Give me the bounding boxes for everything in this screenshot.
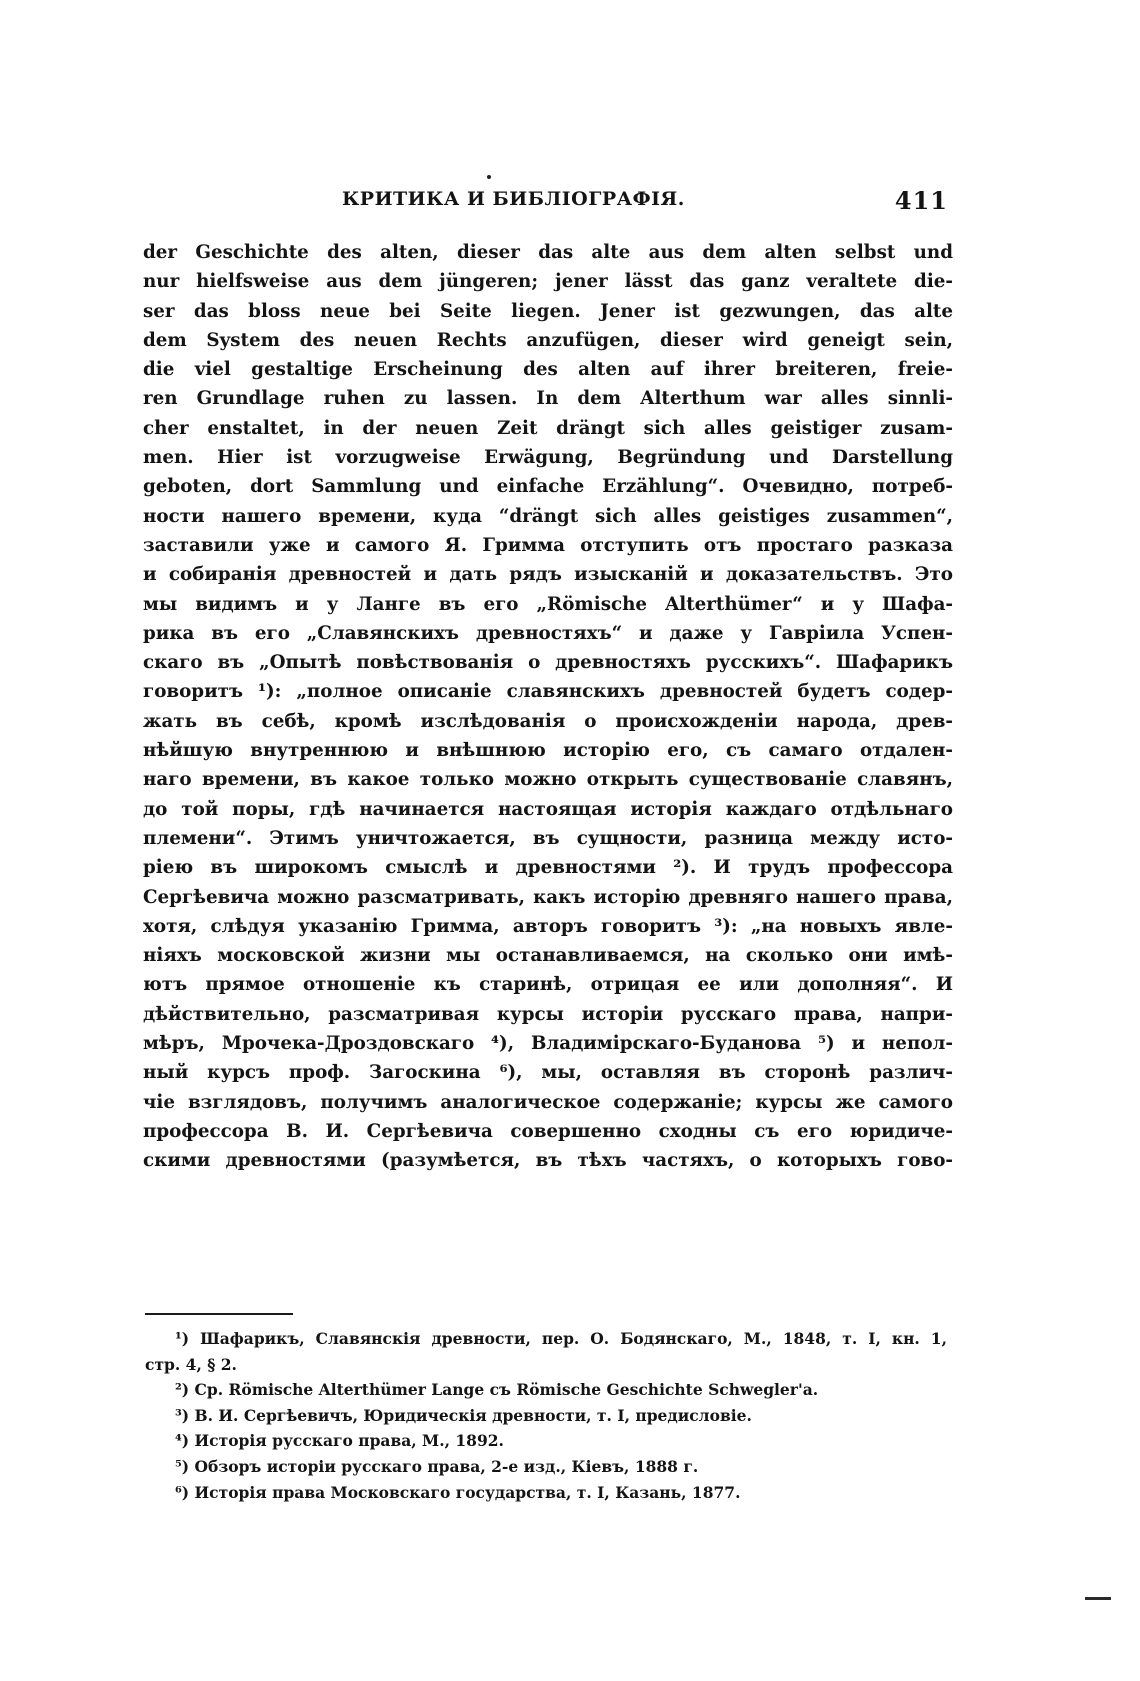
body-line: ности нашего времени, куда “drängt sich alles geistiges zusammen“, [143, 505, 953, 527]
body-line: мѣръ, Мрочека-Дроздовскаго ⁴), Владимірскаго-Буданова ⁵) и непол- [143, 1033, 953, 1055]
body-line: профессора В. И. Сергѣевича совершенно сходны съ его юридиче- [143, 1120, 953, 1142]
body-line: ren Grundlage ruhen zu lassen. In dem Alterthum war alles sinnli- [143, 388, 953, 410]
body-line: жать въ себѣ, кромѣ изслѣдованія о происхожденіи народа, древ- [143, 710, 953, 732]
body-line: чіе взглядовъ, получимъ аналогическое содержаніе; курсы же самого [143, 1091, 953, 1113]
body-line: der Geschichte des alten, dieser das alte aus dem alten selbst und [143, 242, 953, 263]
footnote-line: ⁶) Исторія права Московскаго государства, т. I, Казань, 1877. [175, 1482, 741, 1502]
body-text [143, 238, 953, 1176]
body-line: скаго въ „Опытѣ повѣствованія о древностяхъ русскихъ“. Шафарикъ [143, 652, 953, 674]
body-line: die viel gestaltige Erscheinung des alten auf ihrer breiteren, freie- [143, 359, 953, 381]
body-line: ніяхъ московской жизни мы останавливаемся, на сколько они имѣ- [143, 945, 953, 967]
body-line: ріею въ широкомъ смыслѣ и древностями ²). И трудъ профессора [143, 857, 953, 879]
body-line: nur hielfsweise aus dem jüngeren; jener lässt das ganz veraltete die- [143, 271, 953, 293]
body-line: dem System des neuen Rechts anzufügen, dieser wird geneigt sein, [143, 329, 953, 351]
footnote-line: ¹) Шафарикъ, Славянскія древности, пер. О. Бодянскаго, М., 1848, т. I, кн. 1, [175, 1329, 947, 1348]
body-line: ный курсъ проф. Загоскина ⁶), мы, оставляя въ сторонѣ различ- [143, 1062, 953, 1084]
body-line: мы видимъ и у Ланге въ его „Römische Alterthümer“ и у Шафа- [143, 593, 953, 615]
footnote-line: ³) В. И. Сергѣевичъ, Юридическія древности, т. I, предисловіе. [175, 1405, 752, 1425]
body-line: скими древностями (разумѣется, въ тѣхъ частяхъ, о которыхъ гово- [143, 1150, 953, 1172]
body-line: до той поры, гдѣ начинается настоящая исторія каждаго отдѣльнаго [143, 798, 953, 820]
running-title: КРИТИКА И БИБЛІОГРАФІЯ. [342, 188, 685, 210]
footnote-rule [145, 1313, 293, 1315]
body-line: говоритъ ¹): „полное описаніе славянскихъ древностей будетъ содер- [143, 681, 953, 703]
body-line: и собиранія древностей и дать рядъ изысканій и доказательствъ. Это [143, 564, 953, 586]
body-line: Сергѣевича можно разсматривать, какъ исторію древняго нашего права, [143, 886, 953, 908]
page-number: 411 [894, 186, 948, 215]
footnote-line: стр. 4, § 2. [145, 1354, 237, 1374]
body-line: cher enstaltet, in der neuen Zeit drängt sich alles geistiger zusam- [143, 417, 953, 439]
body-line: рика въ его „Славянскихъ древностяхъ“ и даже у Гавріила Успен- [143, 622, 953, 644]
footnote-line: ⁴) Исторія русскаго права, М., 1892. [175, 1431, 504, 1451]
body-line: geboten, dort Sammlung und einfache Erzählung“. Очевидно, потреб- [143, 476, 953, 498]
body-line: племени“. Этимъ уничтожается, въ сущности, разница между исто- [143, 827, 953, 849]
scan-edge-mark [1085, 1597, 1111, 1600]
header-dot-mark [487, 175, 491, 179]
body-line: ютъ прямое отношеніе къ старинѣ, отрицая ее или дополняя“. И [143, 974, 953, 996]
body-line: хотя, слѣдуя указанію Гримма, авторъ говоритъ ³): „на новыхъ явле- [143, 915, 953, 937]
footnote-line: ⁵) Обзоръ исторіи русскаго права, 2-е изд., Кіевъ, 1888 г. [175, 1456, 699, 1476]
body-line: заставили уже и самого Я. Гримма отступить отъ простаго разказа [143, 534, 953, 556]
body-line: men. Hier ist vorzugweise Erwägung, Begründung und Darstellung [143, 447, 953, 469]
body-line: ser das bloss neue bei Seite liegen. Jener ist gezwungen, das alte [143, 300, 953, 322]
body-line: нѣйшую внутреннюю и внѣшнюю исторію его, съ самаго отдален- [143, 740, 953, 762]
footnote-line: ²) Ср. Römische Alterthümer Lange съ Römische Geschichte Schwegler'a. [175, 1380, 819, 1400]
body-line: наго времени, въ какое только можно открыть существованіе славянъ, [143, 769, 953, 791]
body-line: дѣйствительно, разсматривая курсы исторіи русскаго права, напри- [143, 1003, 953, 1025]
footnotes [145, 1326, 947, 1505]
